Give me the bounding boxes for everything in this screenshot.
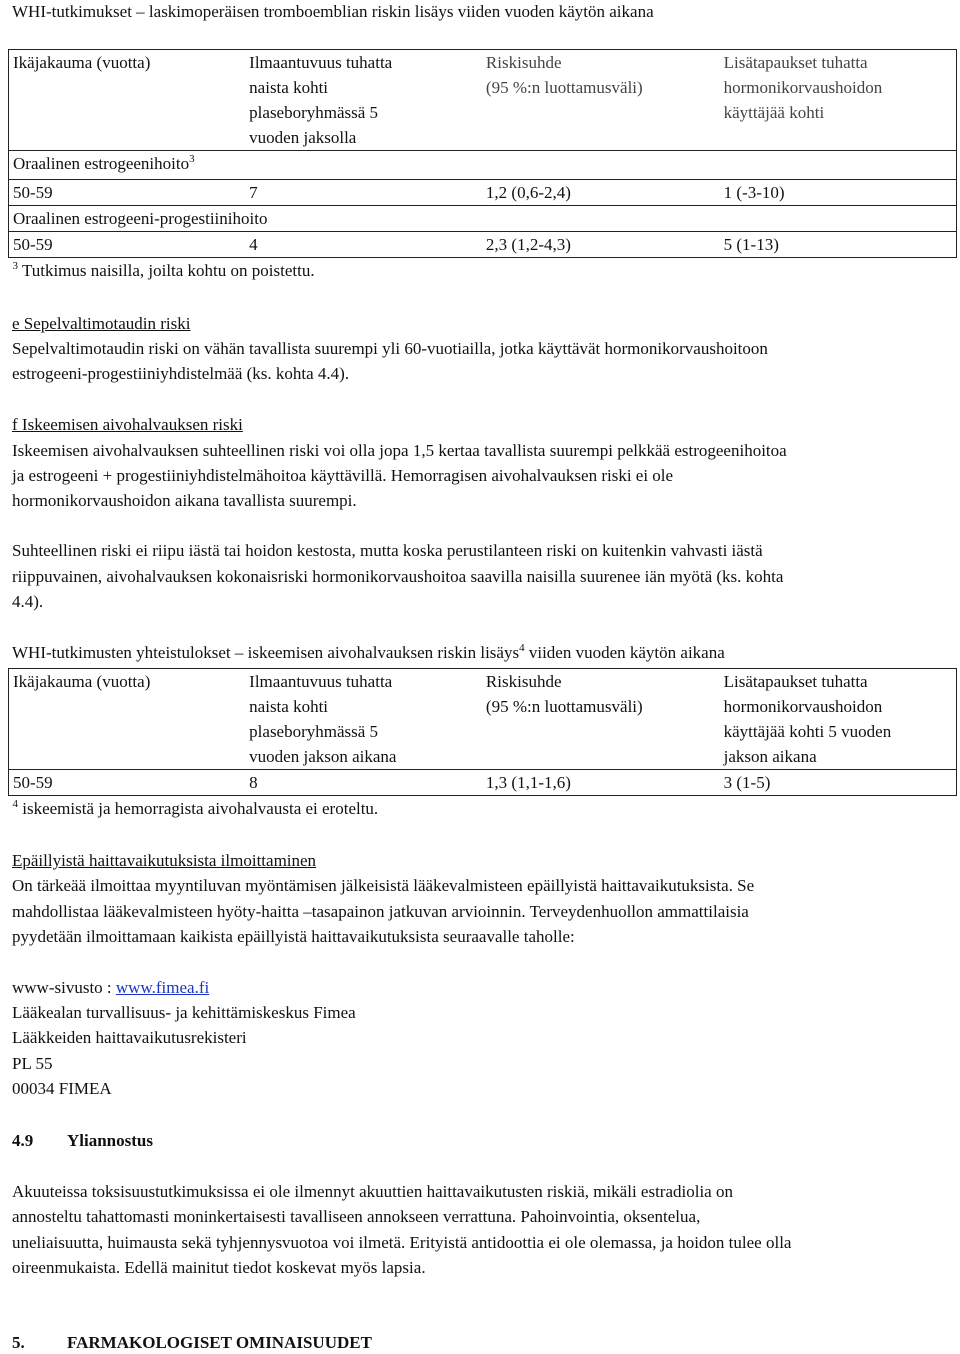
section-49-text: annosteltu tahattomasti moninkertaisesti tavalliseen annokseen verrattuna. Pahoinvointia, oksentelua, — [12, 1207, 701, 1226]
table1-header-cell: Lisätapaukset tuhatta hormonikorvaushoidon käyttäjää kohti — [720, 50, 957, 151]
reporting-text: pyydetään ilmoittamaan kaikista epäillyistä haittavaikutuksista seuraavalle taholle: — [12, 927, 575, 946]
table2-header-cell: Riskisuhde (95 %:n luottamusväli) — [482, 669, 720, 770]
section-f-text: ja estrogeeni + progestiiniyhdistelmähoitoa käyttävillä. Hemorragisen aivohalvauksen riski ei ole — [12, 466, 674, 485]
table1-title: WHI-tutkimukset – laskimoperäisen tromboemblian riskin lisäys viiden vuoden käytön aikana — [12, 2, 654, 21]
reporting-heading: Epäillyistä haittavaikutuksista ilmoittaminen — [12, 851, 317, 870]
table2-footnote-row — [9, 796, 957, 825]
table1-header-row — [9, 50, 957, 151]
address-line: Lääkkeiden haittavaikutusrekisteri — [12, 1028, 247, 1047]
table1-header-cell: Ilmaantuvuus tuhatta naista kohti plaseboryhmässä 5 vuoden jaksolla — [245, 50, 482, 151]
section-title: FARMAKOLOGISET OMINAISUUDET — [67, 1333, 372, 1352]
address-line: 00034 FIMEA — [12, 1079, 112, 1098]
table1-group-sup: 3 — [189, 153, 195, 165]
section-f-heading: f Iskeemisen aivohalvauksen riski — [12, 415, 243, 434]
section-49-text: oireenmukaista. Edellä mainitut tiedot koskevat myös lapsia. — [12, 1258, 426, 1277]
section-e-heading: e Sepelvaltimotaudin riski — [12, 314, 191, 333]
table1-footnote-row — [9, 258, 957, 287]
table2-cell: 50-59 — [9, 770, 246, 796]
table2-cell: 3 (1-5) — [720, 770, 957, 796]
table2-cell: 1,3 (1,1-1,6) — [482, 770, 720, 796]
table1-group-label: Oraalinen estrogeenihoito — [13, 154, 190, 173]
table1-footnote: Tutkimus naisilla, joilta kohtu on poistettu. — [21, 261, 315, 280]
table1-group-label: Oraalinen estrogeeni-progestiinihoito — [9, 206, 957, 232]
table1-cell: 1,2 (0,6-2,4) — [482, 180, 720, 206]
section-f-text: riippuvainen, aivohalvauksen kokonaisriski hormonikorvaushoitoa saavilla naisilla suurenee iän myötä (ks. kohta — [12, 567, 784, 586]
table2-title: WHI-tutkimusten yhteistulokset – iskeemisen aivohalvauksen riskin lisäys$^4$ viiden vuoden käytön aikana — [12, 642, 725, 662]
address-line: PL 55 — [12, 1054, 53, 1073]
table1-header-cell: Ikäjakauma (vuotta) — [9, 50, 246, 151]
table1-footnote-sup: 3 — [12, 260, 18, 272]
website-line — [12, 977, 209, 999]
section-title: Yliannostus — [67, 1131, 153, 1150]
section-5-heading — [12, 1332, 372, 1354]
table-row — [9, 232, 957, 258]
website-label: www-sivusto : — [12, 978, 116, 997]
section-49-text: Akuuteissa toksisuustutkimuksissa ei ole ilmennyt akuuttien haittavaikutusten riskiä, mikäli estradiolia on — [12, 1182, 733, 1201]
section-f-text: 4.4). — [12, 592, 44, 611]
fimea-link[interactable]: www.fimea.fi — [115, 978, 210, 997]
reporting-text: On tärkeää ilmoittaa myyntiluvan myöntämisen jälkeisistä lääkevalmisteen epäillyistä haittavaikutuksista. Se — [12, 876, 755, 895]
address-line: Lääkealan turvallisuus- ja kehittämiskeskus Fimea — [12, 1003, 356, 1022]
table1-cell: 50-59 — [9, 180, 246, 206]
table1-cell: 5 (1-13) — [720, 232, 957, 258]
table1-header-cell: Riskisuhde (95 %:n luottamusväli) — [482, 50, 720, 151]
section-e-text: estrogeeni-progestiiniyhdistelmää (ks. kohta 4.4). — [12, 364, 350, 383]
table2-cell: 8 — [245, 770, 482, 796]
section-f-text: Iskeemisen aivohalvauksen suhteellinen riski voi olla jopa 1,5 kertaa tavallista suurempi pelkkää estrogeenihoitoa — [12, 441, 787, 460]
table1-cell: 7 — [245, 180, 482, 206]
table2-header-row — [9, 669, 957, 770]
section-f-text: hormonikorvaushoidon aikana tavallista suurempi. — [12, 491, 357, 510]
table2-header-cell: Lisätapaukset tuhatta hormonikorvaushoidon käyttäjää kohti 5 vuoden jakson aikana — [720, 669, 957, 770]
table2-footnote-sup: 4 — [12, 798, 18, 810]
section-49-text: uneliaisuutta, huimausta sekä tyhjennysvuotoa voi ilmetä. Erityistä antidoottia ei ole olemassa, ja hoidon tulee olla — [12, 1233, 792, 1252]
section-number: 4.9 — [12, 1131, 34, 1150]
reporting-text: mahdollistaa lääkevalmisteen hyöty-haitta –tasapainon jatkuvan arvioinnin. Terveydenhuollon ammattilaisia — [12, 902, 749, 921]
table2-footnote: iskeemistä ja hemorragista aivohalvausta ei eroteltu. — [22, 799, 379, 818]
table-row — [9, 770, 957, 796]
table1-cell: 4 — [245, 232, 482, 258]
table1-group-row — [9, 151, 957, 180]
table1 — [8, 49, 957, 286]
table1-cell: 2,3 (1,2-4,3) — [482, 232, 720, 258]
section-e-text: Sepelvaltimotaudin riski on vähän tavallista suurempi yli 60-vuotiailla, jotka käyttävät hormonikorvaushoitoon — [12, 339, 768, 358]
table1-group-row — [9, 206, 957, 232]
section-number: 5. — [12, 1333, 25, 1352]
section-f-text: Suhteellinen riski ei riipu iästä tai hoidon kestosta, mutta koska perustilanteen riski on kuitenkin vahvasti iästä — [12, 541, 763, 560]
table2-header-cell: Ikäjakauma (vuotta) — [9, 669, 246, 770]
section-49-heading — [12, 1130, 153, 1152]
table-row — [9, 180, 957, 206]
table1-cell: 50-59 — [9, 232, 246, 258]
table2 — [8, 668, 957, 824]
table2-header-cell: Ilmaantuvuus tuhatta naista kohti plaseboryhmässä 5 vuoden jakson aikana — [245, 669, 482, 770]
table1-cell: 1 (-3-10) — [720, 180, 957, 206]
